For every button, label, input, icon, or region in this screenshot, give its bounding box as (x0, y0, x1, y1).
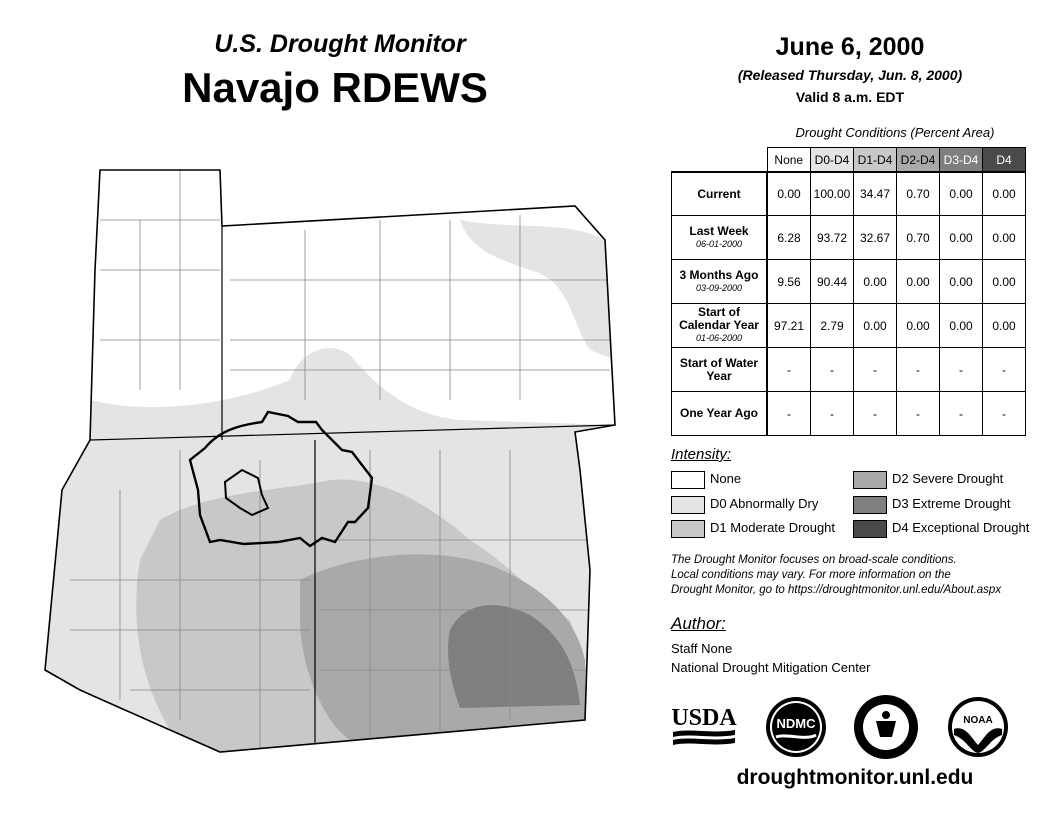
table-cell: - (767, 348, 811, 392)
table-cell: - (897, 348, 940, 392)
drought-statistics-table (671, 147, 1026, 436)
table-cell: 0.00 (983, 172, 1026, 216)
column-header-d3-d4: D3-D4 (940, 148, 983, 173)
ndmc-logo-text: NDMC (776, 716, 816, 731)
table-row (672, 348, 1026, 392)
row-label (672, 172, 768, 216)
legend-label: D4 Exceptional Drought (892, 520, 1030, 535)
row-label-text: 3 Months Ago (679, 267, 759, 282)
legend-swatch (853, 496, 887, 514)
table-cell: - (940, 392, 983, 436)
column-header-d2-d4: D2-D4 (897, 148, 940, 173)
table-cell: 0.00 (940, 260, 983, 304)
table-caption: Drought Conditions (Percent Area) (795, 125, 995, 140)
note-line: Local conditions may vary. For more information on the (671, 569, 951, 581)
table-cell: 0.00 (940, 304, 983, 348)
table-cell: 6.28 (767, 216, 811, 260)
table-cell: 32.67 (854, 216, 897, 260)
row-date: 06-01-2000 (695, 238, 743, 249)
table-cell: - (983, 392, 1026, 436)
note-line: The Drought Monitor focuses on broad-scale conditions. (671, 554, 957, 566)
valid-time: Valid 8 a.m. EDT (795, 89, 905, 105)
column-header-none: None (767, 148, 811, 173)
legend-label: D2 Severe Drought (892, 471, 1004, 486)
table-cell: 93.72 (811, 216, 854, 260)
release-date: (Released Thursday, Jun. 8, 2000) (737, 67, 963, 83)
column-header-d0-d4: D0-D4 (811, 148, 854, 173)
disclaimer-note (671, 553, 1021, 598)
row-label-text: Start of Calendar Year (679, 305, 759, 332)
ndmc-logo (764, 695, 828, 759)
row-label (672, 216, 768, 260)
noaa-logo (946, 695, 1010, 759)
table-row (672, 392, 1026, 436)
table-cell: 0.00 (767, 172, 811, 216)
doc-seal-logo (852, 693, 920, 761)
table-cell: 90.44 (811, 260, 854, 304)
table-row (672, 172, 1026, 216)
row-label-text: Current (697, 186, 741, 201)
table-cell: 0.00 (983, 304, 1026, 348)
table-cell: 9.56 (767, 260, 811, 304)
table-cell: 0.00 (897, 304, 940, 348)
table-cell: 97.21 (767, 304, 811, 348)
legend-label: D1 Moderate Drought (710, 520, 836, 535)
row-label (672, 260, 768, 304)
table-cell: - (983, 348, 1026, 392)
author-name: Staff None (671, 641, 733, 656)
table-header-row (672, 148, 1026, 173)
table-cell: 0.70 (897, 172, 940, 216)
table-row (672, 260, 1026, 304)
table-cell: 0.00 (854, 304, 897, 348)
table-cell: 34.47 (854, 172, 897, 216)
row-label (672, 392, 768, 436)
legend-label: None (710, 471, 742, 486)
legend-swatch (853, 520, 887, 538)
table-cell: - (767, 392, 811, 436)
table-cell: 100.00 (811, 172, 854, 216)
table-cell: 0.00 (940, 216, 983, 260)
table-cell: 0.00 (940, 172, 983, 216)
table-cell: 0.00 (983, 216, 1026, 260)
legend-swatch (671, 520, 705, 538)
row-label-text: Start of Water Year (679, 355, 759, 383)
map-date: June 6, 2000 (775, 33, 925, 61)
table-cell: - (897, 392, 940, 436)
table-cell: 0.00 (897, 260, 940, 304)
author-organization: National Drought Mitigation Center (671, 660, 871, 675)
table-cell: - (854, 348, 897, 392)
drought-map (30, 160, 630, 760)
legend-label: D3 Extreme Drought (892, 496, 1011, 511)
table-cell: - (811, 348, 854, 392)
table-cell: 2.79 (811, 304, 854, 348)
legend-swatch (671, 471, 705, 489)
table-corner (672, 148, 768, 173)
column-header-d1-d4: D1-D4 (854, 148, 897, 173)
legend-label: D0 Abnormally Dry (710, 496, 819, 511)
table-cell: - (811, 392, 854, 436)
usda-logo (671, 700, 737, 750)
table-body (672, 172, 1026, 436)
legend-swatch (853, 471, 887, 489)
table-row (672, 216, 1026, 260)
row-label (672, 348, 768, 392)
row-date: 03-09-2000 (695, 282, 743, 293)
legend-title: Intensity: (671, 446, 732, 463)
usda-logo-text: USDA (671, 705, 737, 731)
map-subtitle: U.S. Drought Monitor (214, 30, 466, 58)
table-cell: - (940, 348, 983, 392)
row-label-text: One Year Ago (679, 406, 759, 420)
row-date: 01-06-2000 (695, 333, 743, 343)
legend-swatch (671, 496, 705, 514)
website-link[interactable]: droughtmonitor.unl.edu (736, 766, 974, 789)
table-cell: - (854, 392, 897, 436)
table-cell: 0.00 (854, 260, 897, 304)
author-title: Author: (671, 614, 726, 633)
row-label-text: Last Week (689, 223, 749, 238)
column-header-d4: D4 (983, 148, 1026, 173)
table-cell: 0.70 (897, 216, 940, 260)
row-label (672, 304, 768, 348)
table-row (672, 304, 1026, 348)
noaa-logo-text: NOAA (963, 715, 993, 726)
note-line: Drought Monitor, go to https://droughtmonitor.unl.edu/About.aspx (671, 584, 1002, 596)
table-cell: 0.00 (983, 260, 1026, 304)
map-title: Navajo RDEWS (182, 64, 488, 111)
